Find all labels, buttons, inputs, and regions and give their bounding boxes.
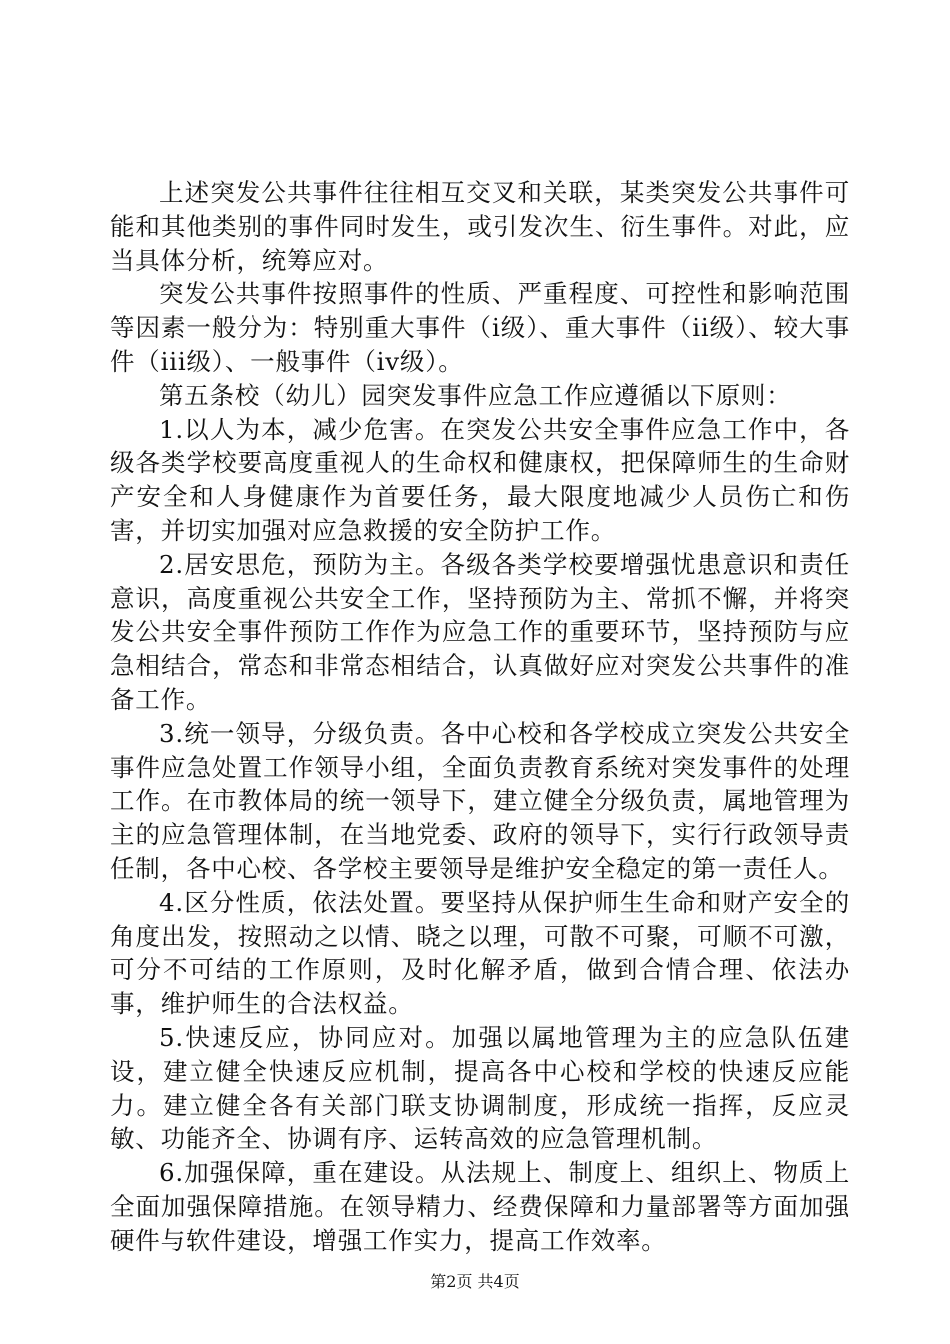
paragraph-intro-overlap: 上述突发公共事件往往相互交叉和关联，某类突发公共事件可能和其他类别的事件同时发生，或引发次生、衍生事件。对此，应当具体分析，统筹应对。 xyxy=(110,178,850,275)
document-body xyxy=(110,176,850,1258)
paragraph-principle-2: 2.居安思危，预防为主。各级各类学校要增强忧患意识和责任意识，高度重视公共安全工作，坚持预防为主、常抓不懈，并将突发公共安全事件预防工作作为应急工作的重要环节，坚持预防与应急相结合，常态和非常态相结合，认真做好应对突发公共事件的准备工作。 xyxy=(110,549,850,714)
paragraph-severity-levels: 突发公共事件按照事件的性质、严重程度、可控性和影响范围等因素一般分为：特别重大事件（i级）、重大事件（ii级）、较大事件（iii级）、一般事件（iv级）。 xyxy=(110,279,850,376)
paragraph-principle-3: 3.统一领导，分级负责。各中心校和各学校成立突发公共安全事件应急处置工作领导小组，全面负责教育系统对突发事件的处理工作。在市教体局的统一领导下，建立健全分级负责，属地管理为主的应急管理体制，在当地党委、政府的领导下，实行行政领导责任制，各中心校、各学校主要领导是维护安全稳定的第一责任人。 xyxy=(110,718,850,883)
paragraph-principle-1: 1.以人为本，减少危害。在突发公共安全事件应急工作中，各级各类学校要高度重视人的生命权和健康权，把保障师生的生命财产安全和人身健康作为首要任务，最大限度地减少人员伤亡和伤害，并切实加强对应急救援的安全防护工作。 xyxy=(110,414,850,545)
page-number-footer: 第2页 共4页 xyxy=(430,1272,520,1291)
paragraph-principle-4: 4.区分性质，依法处置。要坚持从保护师生生命和财产安全的角度出发，按照动之以情、晓之以理，可散不可聚，可顺不可激，可分不可结的工作原则，及时化解矛盾，做到合情合理、依法办事，维护师生的合法权益。 xyxy=(110,887,850,1019)
paragraph-principle-5: 5.快速反应，协同应对。加强以属地管理为主的应急队伍建设，建立健全快速反应机制，提高各中心校和学校的快速反应能力。建立健全各有关部门联支协调制度，形成统一指挥，反应灵敏、功能齐全、协调有序、运转高效的应急管理机制。 xyxy=(110,1022,850,1154)
paragraph-principle-6: 6.加强保障，重在建设。从法规上、制度上、组织上、物质上全面加强保障措施。在领导精力、经费保障和力量部署等方面加强硬件与软件建设，增强工作实力，提高工作效率。 xyxy=(110,1158,850,1255)
paragraph-article-five: 第五条校（幼儿）园突发事件应急工作应遵循以下原则： xyxy=(159,380,792,410)
